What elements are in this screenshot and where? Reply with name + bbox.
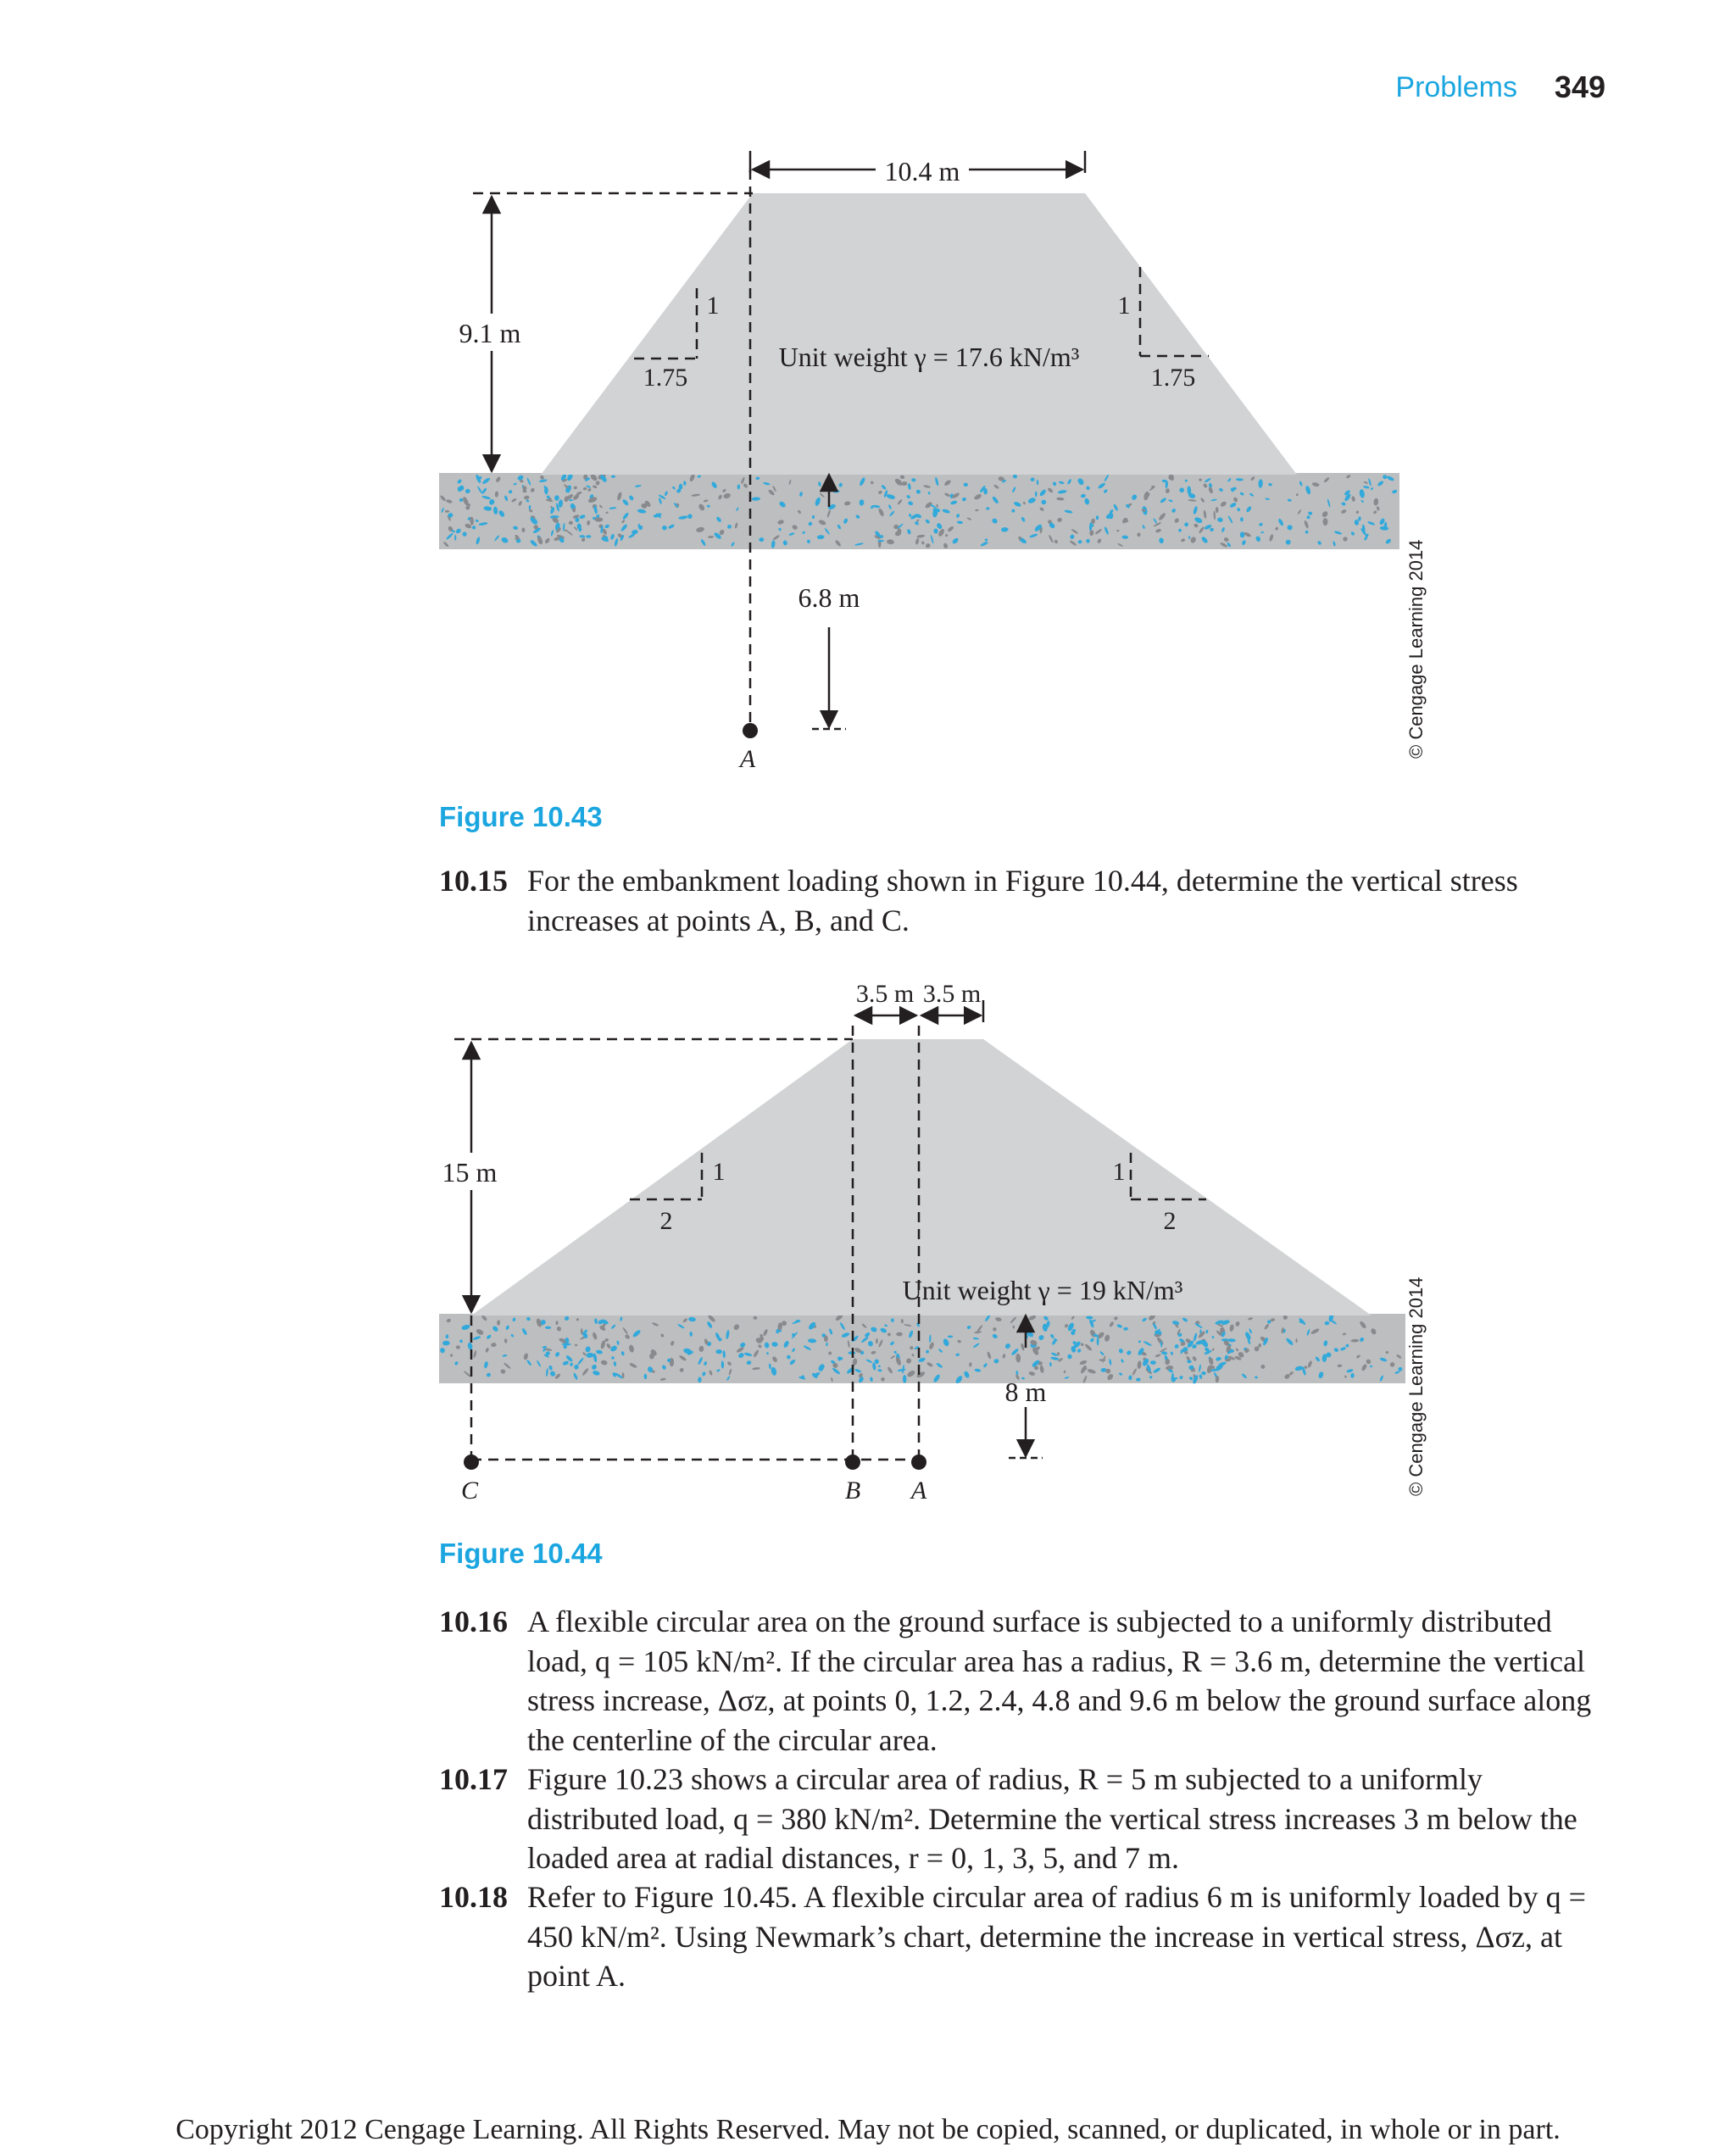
point-c-label: C [460, 1477, 479, 1505]
problem-number: 10.18 [439, 1880, 508, 1914]
soil-speck [1216, 507, 1219, 513]
point-a-label: A [910, 1477, 927, 1505]
copyright-credit: © Cengage Learning 2014 [1405, 539, 1427, 759]
soil-speck [521, 527, 525, 532]
copyright-footer: Copyright 2012 Cengage Learning. All Rights Reserved. May not be copied, scanned, or duplicated, in whole or in part. [175, 2114, 1561, 2145]
problem-10-16 [439, 1602, 1600, 1760]
problem-text: A flexible circular area on the ground surface is subjected to a uniformly distributed load, q = 105 kN/m². If the circular area has a radius, R = 3.6 m, determine the vertical stress increase, Δσz, at points 0, 1.2, 2.4, 4.8 and 9.6 m below the ground surface along the centerline of the circular area. [527, 1605, 1592, 1757]
point-a-marker [743, 723, 758, 738]
problem-10-17 [439, 1760, 1600, 1878]
soil-speck [1188, 536, 1190, 539]
figure-10-44-diagram [439, 975, 1427, 1510]
top-width-label: 10.4 m [884, 156, 960, 186]
point-a-label: A [739, 745, 756, 773]
slope-horizontal-left: 2 [659, 1207, 673, 1235]
figure-10-44 [439, 975, 1427, 1510]
slope-vertical-right: 1 [1117, 292, 1131, 320]
problem-text: For the embankment loading shown in Figure 10.44, determine the vertical stress increases at points A, B, and C. [527, 864, 1518, 937]
problem-number: 10.16 [439, 1605, 508, 1638]
slope-vertical-right: 1 [1112, 1158, 1126, 1186]
running-header-section: Problems [1395, 71, 1517, 103]
unit-weight-label: Unit weight γ = 17.6 kN/m³ [778, 342, 1080, 372]
point-b-label: B [844, 1477, 861, 1505]
height-label: 9.1 m [459, 318, 521, 348]
slope-vertical-left: 1 [712, 1158, 726, 1186]
point-b-marker [845, 1455, 860, 1470]
problem-text: Figure 10.23 shows a circular area of radius, R = 5 m subjected to a uniformly distributed load, q = 380 kN/m². Determine the vertical stress increases 3 m below the loaded area at radial distances, r = 0, 1, 3, 5, and 7 m. [527, 1762, 1577, 1875]
embankment [541, 193, 1297, 475]
half-width-right-label: 3.5 m [922, 980, 982, 1008]
unit-weight-label: Unit weight γ = 19 kN/m³ [902, 1275, 1183, 1305]
soil-speck [1031, 478, 1035, 481]
slope-horizontal-left: 1.75 [643, 364, 688, 392]
soil-speck [964, 483, 968, 487]
problem-number: 10.15 [439, 864, 508, 898]
page-number: 349 [1554, 70, 1605, 104]
soil-speck [544, 487, 548, 494]
point-c-marker [464, 1455, 479, 1470]
soil-speck [715, 1349, 722, 1354]
soil-speck [1097, 1338, 1099, 1346]
problem-10-15 [439, 861, 1600, 940]
soil-speck [903, 1375, 906, 1383]
slope-horizontal-right: 1.75 [1150, 364, 1196, 392]
point-a-marker [911, 1455, 926, 1470]
depth-label: 8 m [1004, 1377, 1047, 1407]
depth-label: 6.8 m [798, 582, 860, 613]
figure-10-43-diagram [439, 144, 1427, 780]
problem-10-18 [439, 1877, 1600, 1996]
soil-speck [1187, 1360, 1191, 1364]
problem-text: Refer to Figure 10.45. A flexible circular area of radius 6 m is uniformly loaded by q = 450 kN/m². Using Newmark’s chart, determine the increase in vertical stress, Δσz, at point A. [527, 1880, 1586, 1993]
figure-10-43-caption: Figure 10.43 [439, 801, 603, 832]
height-label: 15 m [442, 1157, 498, 1188]
copyright-credit: © Cengage Learning 2014 [1405, 1277, 1427, 1496]
half-width-left-label: 3.5 m [855, 980, 915, 1008]
slope-horizontal-right: 2 [1163, 1207, 1177, 1235]
problem-number: 10.17 [439, 1762, 508, 1796]
figure-10-43 [439, 144, 1427, 780]
figure-10-44-caption: Figure 10.44 [439, 1538, 603, 1569]
slope-vertical-left: 1 [706, 292, 720, 320]
soil-speck [594, 517, 603, 521]
